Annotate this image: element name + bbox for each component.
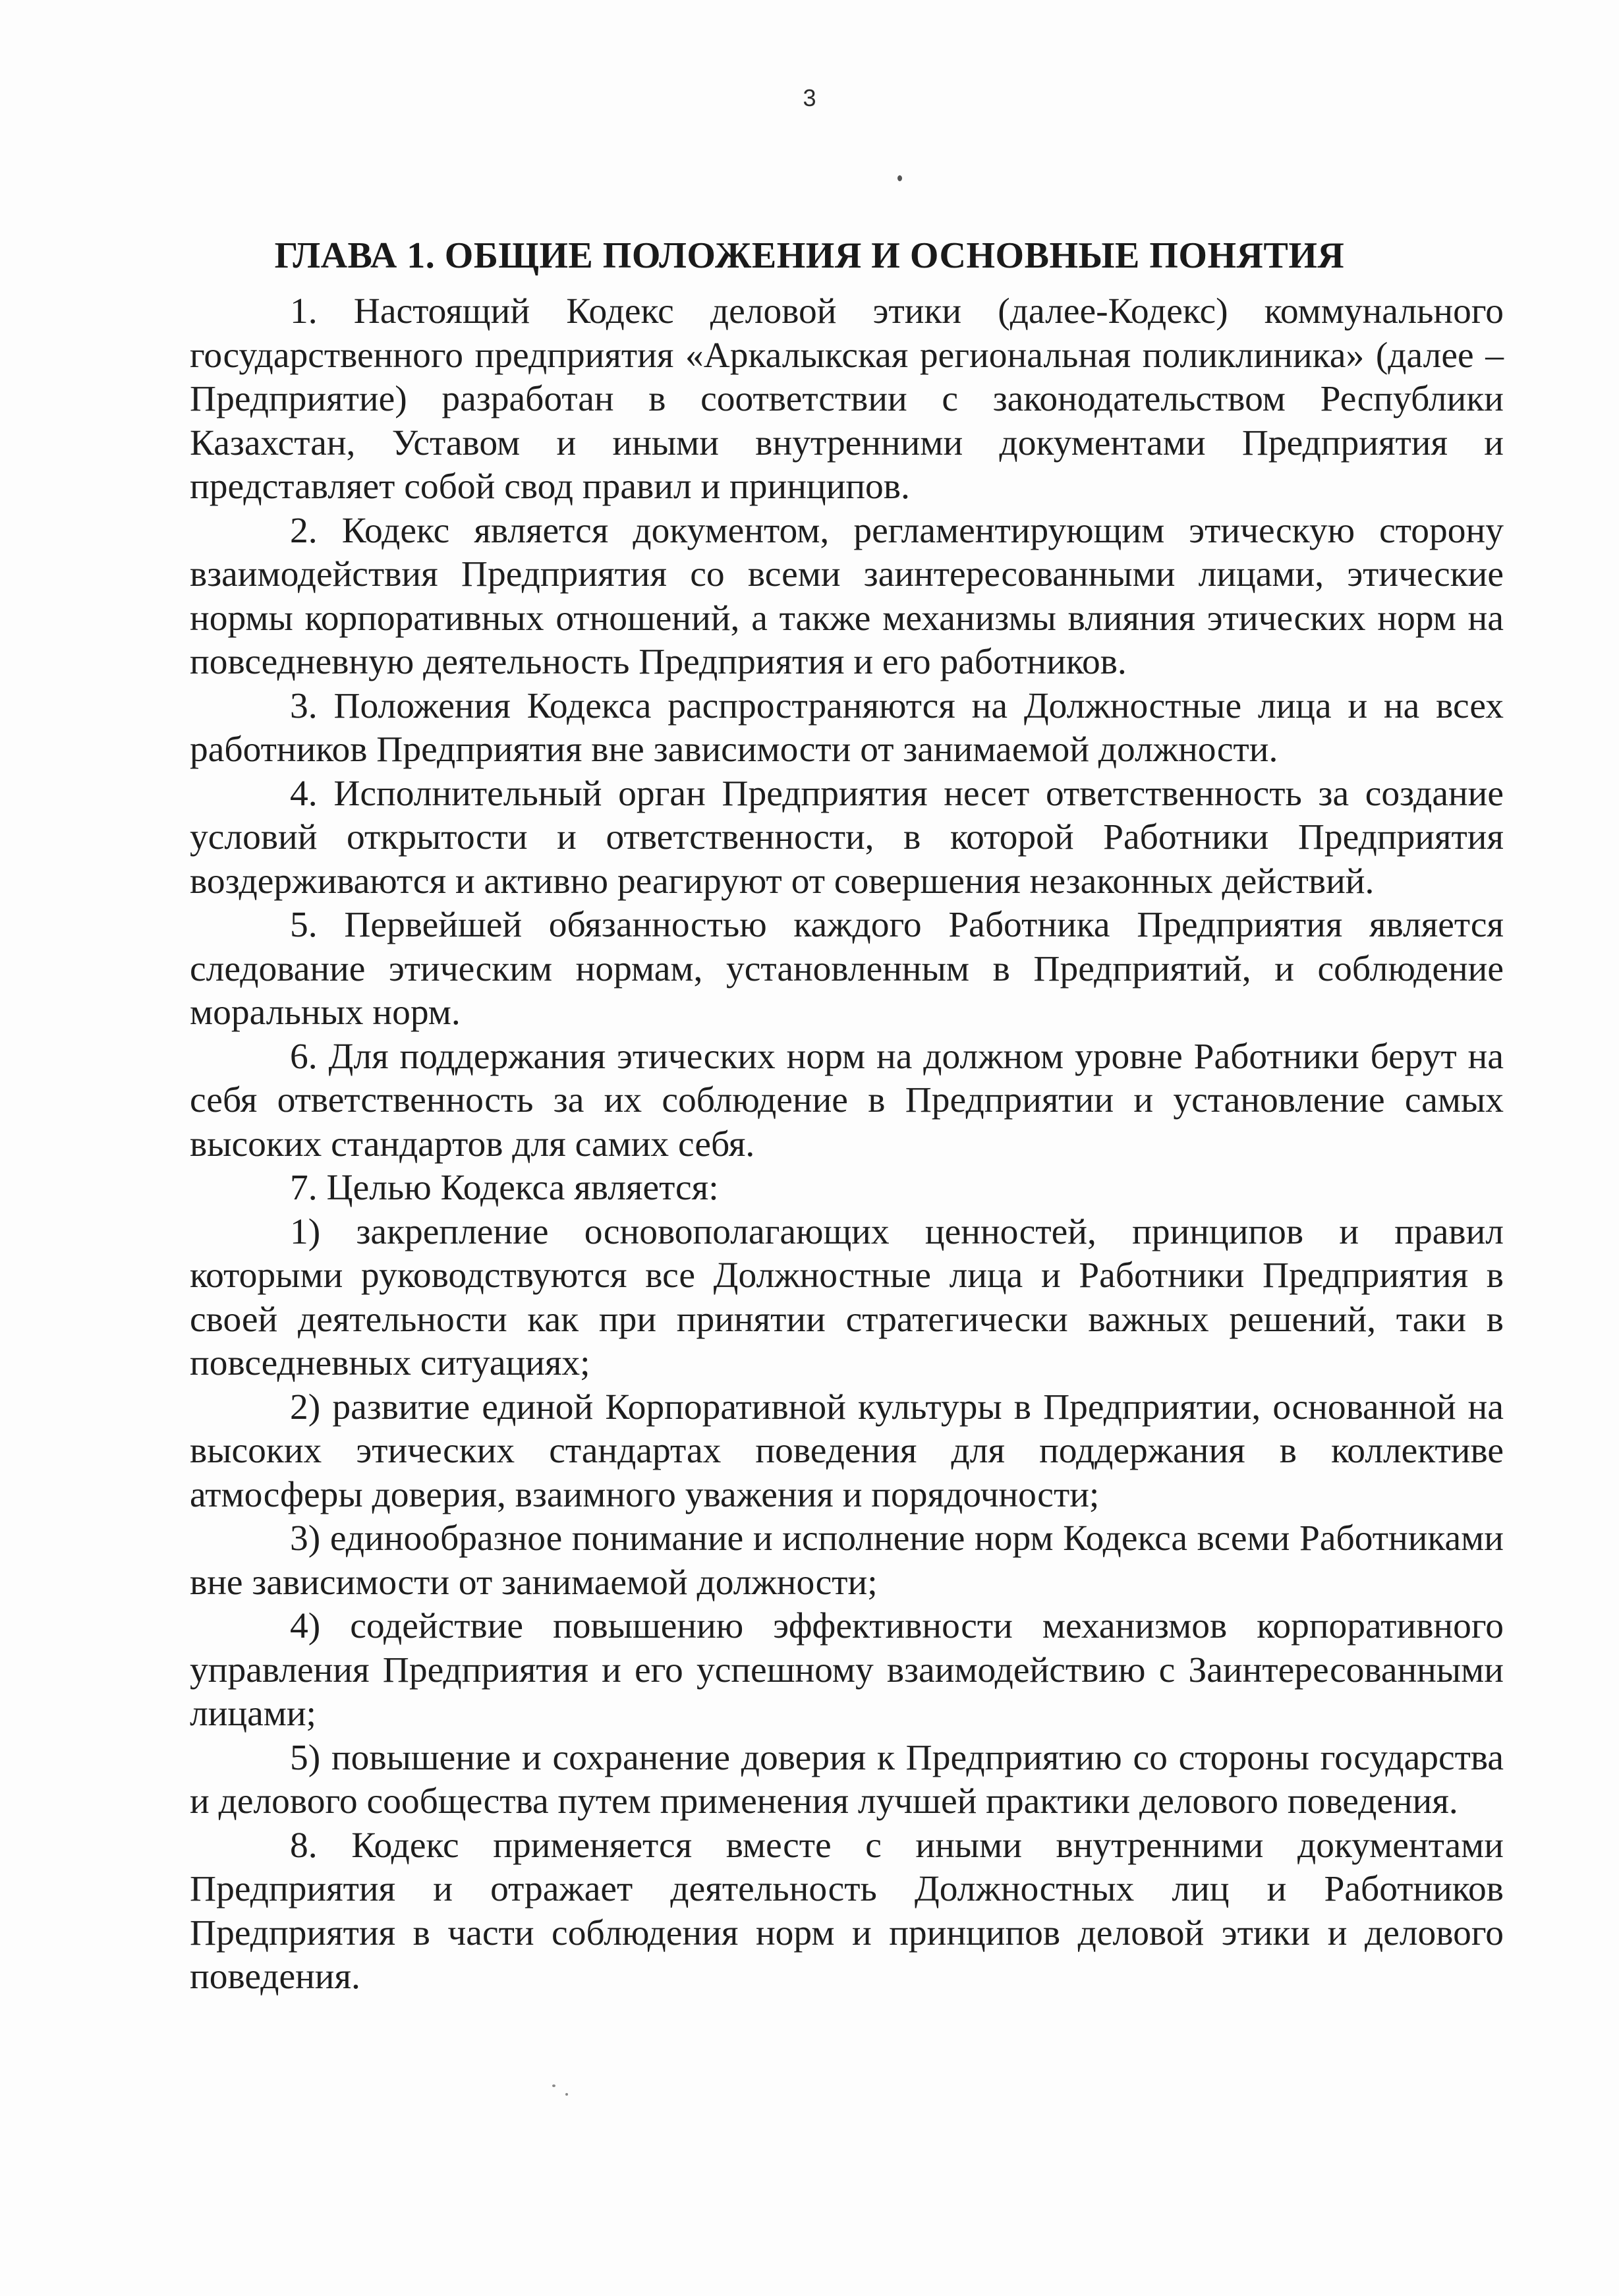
paragraph-8: 8. Кодекс применяется вместе с иными внутренними документами Предприятия и отражает деятельность Должностных лиц и Работников Предприятия в части соблюдения норм и принципов деловой этики и делового поведения. xyxy=(190,1825,1504,1997)
scan-speck xyxy=(897,175,902,181)
paragraph-3: 3. Положения Кодекса распространяются на Должностные лица и на всех работников Предприятия вне зависимости от занимаемой должности. xyxy=(190,685,1504,770)
page-number: 3 xyxy=(803,84,816,111)
paragraph-4: 4. Исполнительный орган Предприятия несет ответственность за создание условий открытости и ответственности, в которой Работники Предприятия воздерживаются и активно реагируют от совершения незаконных действий. xyxy=(190,773,1504,902)
list-item-1: 1) закрепление основополагающих ценностей, принципов и правил которыми руководствуются все Должностные лица и Работники Предприятия в своей деятельности как при принятии стратегически важных решений, таки в повседневных ситуациях; xyxy=(190,1211,1504,1383)
scan-speck xyxy=(552,2084,555,2087)
list-item-2: 2) развитие единой Корпоративной культуры в Предприятии, основанной на высоких этических стандартах поведения для поддержания в коллективе атмосферы доверия, взаимного уважения и порядочности; xyxy=(190,1387,1504,1515)
scan-speck xyxy=(565,2093,568,2096)
paragraph-6: 6. Для поддержания этических норм на должном уровне Работники берут на себя ответственность за их соблюдение в Предприятии и установление самых высоких стандартов для самих себя. xyxy=(190,1036,1504,1164)
list-item-5: 5) повышение и сохранение доверия к Предприятию со стороны государства и делового сообщества путем применения лучшей практики делового поведения. xyxy=(190,1737,1504,1822)
paragraph-5: 5. Первейшей обязанностью каждого Работника Предприятия является следование этическим нормам, установленным в Предприятий, и соблюдение моральных норм. xyxy=(190,905,1504,1033)
list-item-3: 3) единообразное понимание и исполнение норм Кодекса всеми Работниками вне зависимости от занимаемой должности; xyxy=(190,1518,1504,1603)
list-item-4: 4) содействие повышению эффективности механизмов корпоративного управления Предприятия и его успешному взаимодействию с Заинтересованными лицами; xyxy=(190,1606,1504,1734)
paragraph-7: 7. Целью Кодекса является: xyxy=(290,1168,719,1208)
paragraph-1: 1. Настоящий Кодекс деловой этики (далее-Кодекс) коммунального государственного предприятия «Аркалыкская региональная поликлиника» (далее – Предприятие) разработан в соответствии с законодательством Республики Казахстан, Уставом и иными внутренними документами Предприятия и представляет собой свод правил и принципов. xyxy=(190,291,1504,507)
paragraph-2: 2. Кодекс является документом, регламентирующим этическую сторону взаимодействия Предприятия со всеми заинтересованными лицами, этические нормы корпоративных отношений, а также механизмы влияния этических норм на повседневную деятельность Предприятия и его работников. xyxy=(190,510,1504,682)
chapter-title: ГЛАВА 1. ОБЩИЕ ПОЛОЖЕНИЯ И ОСНОВНЫЕ ПОНЯТИЯ xyxy=(274,235,1345,276)
document-body xyxy=(190,290,1504,1999)
